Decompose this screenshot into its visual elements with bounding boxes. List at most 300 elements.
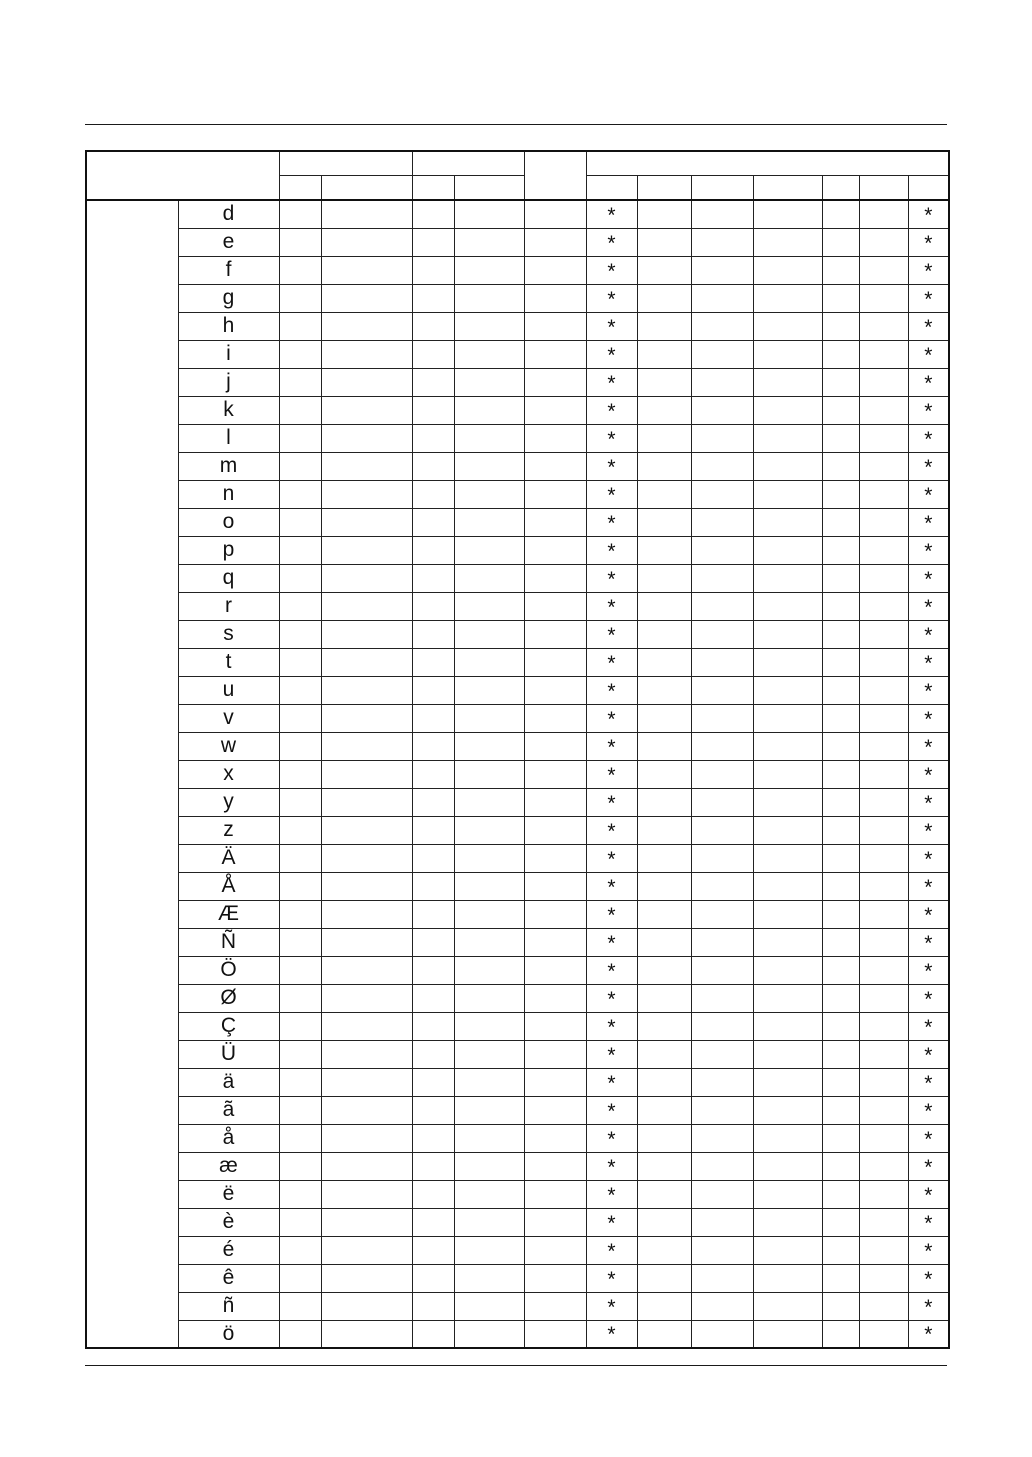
empty-cell <box>637 312 691 340</box>
empty-cell <box>691 1152 753 1180</box>
empty-cell <box>524 1040 586 1068</box>
character-cell: ë <box>178 1180 279 1208</box>
empty-cell <box>321 1040 412 1068</box>
empty-cell <box>524 1180 586 1208</box>
asterisk-mark: * <box>908 1124 949 1152</box>
table-row <box>86 1236 949 1264</box>
empty-cell <box>691 1096 753 1124</box>
empty-cell <box>321 956 412 984</box>
asterisk-mark: * <box>908 1096 949 1124</box>
character-cell: o <box>178 508 279 536</box>
empty-cell <box>279 200 321 228</box>
asterisk-mark: * <box>908 536 949 564</box>
empty-cell <box>454 1208 524 1236</box>
empty-cell <box>753 676 822 704</box>
table-row <box>86 1292 949 1320</box>
empty-cell <box>637 1208 691 1236</box>
asterisk-mark: * <box>586 1068 637 1096</box>
empty-cell <box>859 340 908 368</box>
empty-cell <box>321 536 412 564</box>
empty-cell <box>279 816 321 844</box>
asterisk-mark: * <box>908 1068 949 1096</box>
empty-cell <box>822 200 859 228</box>
empty-cell <box>279 1236 321 1264</box>
asterisk-mark: * <box>586 1152 637 1180</box>
asterisk-mark: * <box>586 424 637 452</box>
empty-cell <box>454 480 524 508</box>
empty-cell <box>412 956 454 984</box>
empty-cell <box>279 368 321 396</box>
empty-cell <box>412 340 454 368</box>
empty-cell <box>691 872 753 900</box>
empty-cell <box>822 1292 859 1320</box>
empty-cell <box>321 1180 412 1208</box>
table-row <box>86 396 949 424</box>
asterisk-mark: * <box>908 1264 949 1292</box>
empty-cell <box>412 704 454 732</box>
empty-cell <box>524 368 586 396</box>
table-row <box>86 648 949 676</box>
empty-cell <box>454 200 524 228</box>
empty-cell <box>691 816 753 844</box>
table-row <box>86 984 949 1012</box>
empty-cell <box>412 508 454 536</box>
asterisk-mark: * <box>908 788 949 816</box>
asterisk-mark: * <box>586 508 637 536</box>
empty-cell <box>279 1124 321 1152</box>
table-row <box>86 256 949 284</box>
asterisk-mark: * <box>908 1040 949 1068</box>
empty-cell <box>454 592 524 620</box>
empty-cell <box>822 704 859 732</box>
empty-cell <box>822 676 859 704</box>
character-cell: y <box>178 788 279 816</box>
asterisk-mark: * <box>586 844 637 872</box>
table-row <box>86 872 949 900</box>
empty-cell <box>412 200 454 228</box>
empty-cell <box>822 452 859 480</box>
empty-cell <box>691 1292 753 1320</box>
character-cell: q <box>178 564 279 592</box>
empty-cell <box>753 368 822 396</box>
empty-cell <box>321 1264 412 1292</box>
empty-cell <box>822 1124 859 1152</box>
table-row <box>86 340 949 368</box>
header-row-1 <box>86 151 949 176</box>
asterisk-mark: * <box>908 368 949 396</box>
table-row <box>86 1208 949 1236</box>
header-subcell <box>822 176 859 201</box>
empty-cell <box>524 648 586 676</box>
empty-cell <box>637 956 691 984</box>
table-row <box>86 284 949 312</box>
empty-cell <box>859 424 908 452</box>
asterisk-mark: * <box>908 732 949 760</box>
empty-cell <box>279 676 321 704</box>
empty-cell <box>412 872 454 900</box>
empty-cell <box>637 788 691 816</box>
empty-cell <box>691 424 753 452</box>
asterisk-mark: * <box>908 1152 949 1180</box>
asterisk-mark: * <box>586 1180 637 1208</box>
empty-cell <box>524 1124 586 1152</box>
empty-cell <box>691 1180 753 1208</box>
header-subcell <box>454 176 524 201</box>
character-cell: z <box>178 816 279 844</box>
empty-cell <box>454 620 524 648</box>
asterisk-mark: * <box>908 956 949 984</box>
header-subcell <box>691 176 753 201</box>
empty-cell <box>822 368 859 396</box>
empty-cell <box>321 1012 412 1040</box>
empty-cell <box>859 928 908 956</box>
empty-cell <box>321 1236 412 1264</box>
asterisk-mark: * <box>908 872 949 900</box>
empty-cell <box>822 1208 859 1236</box>
asterisk-mark: * <box>586 900 637 928</box>
empty-cell <box>753 872 822 900</box>
empty-cell <box>691 676 753 704</box>
empty-cell <box>321 676 412 704</box>
empty-cell <box>637 704 691 732</box>
empty-cell <box>412 676 454 704</box>
empty-cell <box>691 284 753 312</box>
empty-cell <box>859 788 908 816</box>
empty-cell <box>321 592 412 620</box>
empty-cell <box>691 1208 753 1236</box>
header-rule <box>85 124 947 125</box>
empty-cell <box>524 312 586 340</box>
empty-cell <box>859 704 908 732</box>
asterisk-mark: * <box>908 312 949 340</box>
asterisk-mark: * <box>586 1264 637 1292</box>
empty-cell <box>412 1292 454 1320</box>
table-row <box>86 312 949 340</box>
empty-cell <box>279 340 321 368</box>
empty-cell <box>412 284 454 312</box>
empty-cell <box>524 564 586 592</box>
empty-cell <box>454 564 524 592</box>
empty-cell <box>279 844 321 872</box>
empty-cell <box>822 1320 859 1348</box>
empty-cell <box>822 1264 859 1292</box>
empty-cell <box>822 1040 859 1068</box>
empty-cell <box>691 312 753 340</box>
empty-cell <box>524 592 586 620</box>
asterisk-mark: * <box>586 1012 637 1040</box>
empty-cell <box>454 956 524 984</box>
empty-cell <box>454 704 524 732</box>
empty-cell <box>859 648 908 676</box>
empty-cell <box>859 844 908 872</box>
empty-cell <box>753 1180 822 1208</box>
empty-cell <box>637 816 691 844</box>
asterisk-mark: * <box>908 508 949 536</box>
asterisk-mark: * <box>586 396 637 424</box>
table-row <box>86 1264 949 1292</box>
empty-cell <box>454 1012 524 1040</box>
empty-cell <box>822 816 859 844</box>
empty-cell <box>859 256 908 284</box>
empty-cell <box>637 340 691 368</box>
empty-cell <box>454 816 524 844</box>
empty-cell <box>691 368 753 396</box>
empty-cell <box>753 984 822 1012</box>
empty-cell <box>279 984 321 1012</box>
empty-cell <box>524 480 586 508</box>
table-row <box>86 536 949 564</box>
empty-cell <box>753 1040 822 1068</box>
character-cell: e <box>178 228 279 256</box>
character-cell: å <box>178 1124 279 1152</box>
empty-cell <box>454 844 524 872</box>
empty-cell <box>279 564 321 592</box>
table-row <box>86 452 949 480</box>
empty-cell <box>279 284 321 312</box>
empty-cell <box>822 984 859 1012</box>
empty-cell <box>637 368 691 396</box>
empty-cell <box>524 732 586 760</box>
table-row <box>86 1320 949 1348</box>
empty-cell <box>753 704 822 732</box>
empty-cell <box>822 536 859 564</box>
empty-cell <box>753 508 822 536</box>
empty-cell <box>524 256 586 284</box>
empty-cell <box>412 1040 454 1068</box>
empty-cell <box>321 648 412 676</box>
empty-cell <box>822 564 859 592</box>
empty-cell <box>859 1152 908 1180</box>
empty-cell <box>637 648 691 676</box>
empty-cell <box>753 228 822 256</box>
empty-cell <box>637 396 691 424</box>
empty-cell <box>454 536 524 564</box>
empty-cell <box>321 872 412 900</box>
empty-cell <box>321 1292 412 1320</box>
empty-cell <box>321 844 412 872</box>
empty-cell <box>637 872 691 900</box>
empty-cell <box>753 284 822 312</box>
character-cell: x <box>178 760 279 788</box>
empty-cell <box>753 1320 822 1348</box>
empty-cell <box>279 1180 321 1208</box>
character-cell: Ç <box>178 1012 279 1040</box>
empty-cell <box>753 564 822 592</box>
empty-cell <box>691 956 753 984</box>
table-body <box>86 200 949 1348</box>
empty-cell <box>279 1012 321 1040</box>
empty-cell <box>321 200 412 228</box>
empty-cell <box>859 1180 908 1208</box>
empty-cell <box>279 508 321 536</box>
asterisk-mark: * <box>908 564 949 592</box>
character-cell: ã <box>178 1096 279 1124</box>
empty-cell <box>637 1236 691 1264</box>
empty-cell <box>524 1068 586 1096</box>
asterisk-mark: * <box>908 592 949 620</box>
character-cell: u <box>178 676 279 704</box>
empty-cell <box>412 1012 454 1040</box>
empty-cell <box>691 396 753 424</box>
asterisk-mark: * <box>586 872 637 900</box>
empty-cell <box>454 340 524 368</box>
asterisk-mark: * <box>908 984 949 1012</box>
empty-cell <box>753 816 822 844</box>
asterisk-mark: * <box>908 396 949 424</box>
empty-cell <box>637 732 691 760</box>
asterisk-mark: * <box>586 928 637 956</box>
empty-cell <box>753 340 822 368</box>
empty-cell <box>859 200 908 228</box>
empty-cell <box>637 1180 691 1208</box>
empty-cell <box>321 788 412 816</box>
character-cell: ö <box>178 1320 279 1348</box>
empty-cell <box>637 424 691 452</box>
empty-cell <box>321 508 412 536</box>
asterisk-mark: * <box>586 1124 637 1152</box>
empty-cell <box>524 676 586 704</box>
empty-cell <box>321 452 412 480</box>
empty-cell <box>753 620 822 648</box>
empty-cell <box>454 1124 524 1152</box>
empty-cell <box>454 452 524 480</box>
empty-cell <box>691 844 753 872</box>
asterisk-mark: * <box>908 284 949 312</box>
empty-cell <box>454 1040 524 1068</box>
table-row <box>86 816 949 844</box>
asterisk-mark: * <box>908 1320 949 1348</box>
empty-cell <box>691 704 753 732</box>
empty-cell <box>321 564 412 592</box>
empty-cell <box>524 788 586 816</box>
empty-cell <box>454 284 524 312</box>
empty-cell <box>637 536 691 564</box>
table-row <box>86 1012 949 1040</box>
empty-cell <box>279 424 321 452</box>
empty-cell <box>412 1068 454 1096</box>
empty-cell <box>279 1292 321 1320</box>
empty-cell <box>637 1124 691 1152</box>
empty-cell <box>859 1236 908 1264</box>
table-row <box>86 200 949 228</box>
asterisk-mark: * <box>586 732 637 760</box>
empty-cell <box>822 928 859 956</box>
empty-cell <box>822 732 859 760</box>
empty-cell <box>412 480 454 508</box>
asterisk-mark: * <box>908 928 949 956</box>
empty-cell <box>753 1124 822 1152</box>
empty-cell <box>279 704 321 732</box>
empty-cell <box>412 816 454 844</box>
empty-cell <box>691 788 753 816</box>
asterisk-mark: * <box>908 228 949 256</box>
empty-cell <box>691 900 753 928</box>
asterisk-mark: * <box>586 956 637 984</box>
empty-cell <box>637 480 691 508</box>
header-subcell <box>908 176 949 201</box>
character-cell: n <box>178 480 279 508</box>
empty-cell <box>412 844 454 872</box>
asterisk-mark: * <box>908 452 949 480</box>
character-cell: k <box>178 396 279 424</box>
empty-cell <box>859 676 908 704</box>
empty-cell <box>637 228 691 256</box>
empty-cell <box>859 396 908 424</box>
row-group-cell <box>86 200 178 1348</box>
empty-cell <box>859 1292 908 1320</box>
empty-cell <box>859 984 908 1012</box>
empty-cell <box>412 1180 454 1208</box>
header-subcell <box>637 176 691 201</box>
table-row <box>86 704 949 732</box>
empty-cell <box>321 928 412 956</box>
empty-cell <box>822 424 859 452</box>
empty-cell <box>637 620 691 648</box>
character-cell: Ä <box>178 844 279 872</box>
character-cell: l <box>178 424 279 452</box>
table-row <box>86 228 949 256</box>
empty-cell <box>454 1096 524 1124</box>
empty-cell <box>859 1012 908 1040</box>
empty-cell <box>691 1040 753 1068</box>
empty-cell <box>524 508 586 536</box>
character-cell: f <box>178 256 279 284</box>
asterisk-mark: * <box>586 256 637 284</box>
empty-cell <box>822 648 859 676</box>
empty-cell <box>524 284 586 312</box>
empty-cell <box>691 732 753 760</box>
asterisk-mark: * <box>586 648 637 676</box>
asterisk-mark: * <box>586 452 637 480</box>
asterisk-mark: * <box>908 256 949 284</box>
empty-cell <box>753 256 822 284</box>
empty-cell <box>822 1012 859 1040</box>
empty-cell <box>822 396 859 424</box>
table-row <box>86 1068 949 1096</box>
empty-cell <box>279 1208 321 1236</box>
empty-cell <box>454 760 524 788</box>
table-row <box>86 564 949 592</box>
empty-cell <box>321 900 412 928</box>
asterisk-mark: * <box>586 284 637 312</box>
header-subcell <box>753 176 822 201</box>
empty-cell <box>321 620 412 648</box>
empty-cell <box>412 620 454 648</box>
empty-cell <box>637 760 691 788</box>
empty-cell <box>637 1068 691 1096</box>
empty-cell <box>859 312 908 340</box>
empty-cell <box>822 480 859 508</box>
empty-cell <box>753 1292 822 1320</box>
character-cell: p <box>178 536 279 564</box>
empty-cell <box>412 228 454 256</box>
empty-cell <box>279 872 321 900</box>
empty-cell <box>454 1152 524 1180</box>
empty-cell <box>279 396 321 424</box>
table-row <box>86 1180 949 1208</box>
empty-cell <box>859 508 908 536</box>
asterisk-mark: * <box>586 816 637 844</box>
table-row <box>86 1124 949 1152</box>
empty-cell <box>753 788 822 816</box>
empty-cell <box>454 900 524 928</box>
empty-cell <box>524 200 586 228</box>
empty-cell <box>279 760 321 788</box>
empty-cell <box>753 1068 822 1096</box>
table-row <box>86 844 949 872</box>
empty-cell <box>822 1096 859 1124</box>
empty-cell <box>321 1096 412 1124</box>
